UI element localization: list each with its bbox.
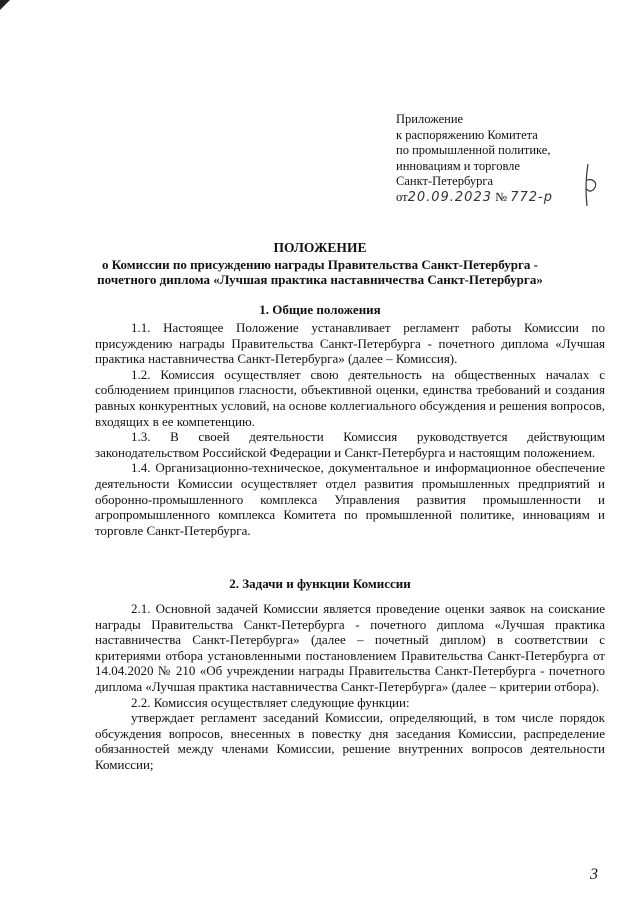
date-prefix: от [396,189,408,204]
appendix-line: Санкт-Петербурга [396,174,494,188]
document-subtitle-line2: почетного диплома «Лучшая практика наставничества Санкт-Петербурга» [97,272,543,287]
section1-heading: 1. Общие положения [259,302,381,317]
handwritten-date: 20.09.2023 [407,189,492,205]
paragraph: 1.1. Настоящее Положение устанавливает регламент работы Комиссии по присуждению награды Правительства Санкт-Петербурга - почетного диплома «Лучшая практика наставничества Санкт-Петербурга» (далее – Комиссия). [95,320,605,367]
date-number-line [396,190,626,206]
page-number: 3 [590,866,598,883]
appendix-line: инновациям и торговле [396,158,520,173]
section1-body [95,320,605,538]
handwritten-number: 772-р [510,189,553,205]
appendix-block [396,112,626,205]
document-title: ПОЛОЖЕНИЕ [273,240,367,255]
paragraph: 2.1. Основной задачей Комиссии является проведение оценки заявок на соискание награды Правительства Санкт-Петербурга - почетного диплома «Лучшая практика наставничества Санкт-Петербурга» (далее – почетный диплом) в соответствии с критериями отбора установленными постановлением Правительства Санкт-Петербурга от 14.04.2020 № 210 «Об учреждении награды Правительства Санкт-Петербурга - почетного диплома «Лучшая практика наставничества Санкт-Петербурга» (далее – критерии отбора). [95,601,605,694]
paragraph: 1.4. Организационно-техническое, документальное и информационное обеспечение деятельности Комиссии осуществляет отдел развития промышленных предприятий и оборонно-промышленного комплекса Управления развития промышленности и агропромышленного комплекса Комитета по промышленной политике, инновациям и торговле Санкт-Петербурга. [95,460,605,538]
paragraph: 2.2. Комиссия осуществляет следующие функции: [131,694,410,710]
signature-icon [536,162,606,208]
appendix-line: к распоряжению Комитета [396,127,538,142]
section2-heading: 2. Задачи и функции Комиссии [229,576,411,591]
paragraph: 1.2. Комиссия осуществляет свою деятельность на общественных началах с соблюдением принципов гласности, объективной оценки, единства требований и создания равных конкурентных условий, на основе коллегиального обсуждения и решения вопросов, входящих в ее компетенцию. [95,366,605,429]
section2-body [95,601,605,773]
document-subtitle-line1: о Комиссии по присуждению награды Правительства Санкт-Петербурга - [102,257,538,272]
scan-corner-mark [0,0,10,10]
paragraph: утверждает регламент заседаний Комиссии, определяющий, в том числе порядок обсуждения вопросов, внесенных в повестку дня заседания Комиссии, распределение обязанностей между членами Комиссии, решение внутренних вопросов деятельности Комиссии; [95,710,605,772]
appendix-line: Приложение [396,112,464,126]
paragraph: 1.3. В своей деятельности Комиссия руководствуется действующим законодательством Российской Федерации и Санкт-Петербурга и настоящим положением. [95,429,605,460]
appendix-line: по промышленной политике, [396,143,551,157]
number-prefix: № [495,189,508,204]
